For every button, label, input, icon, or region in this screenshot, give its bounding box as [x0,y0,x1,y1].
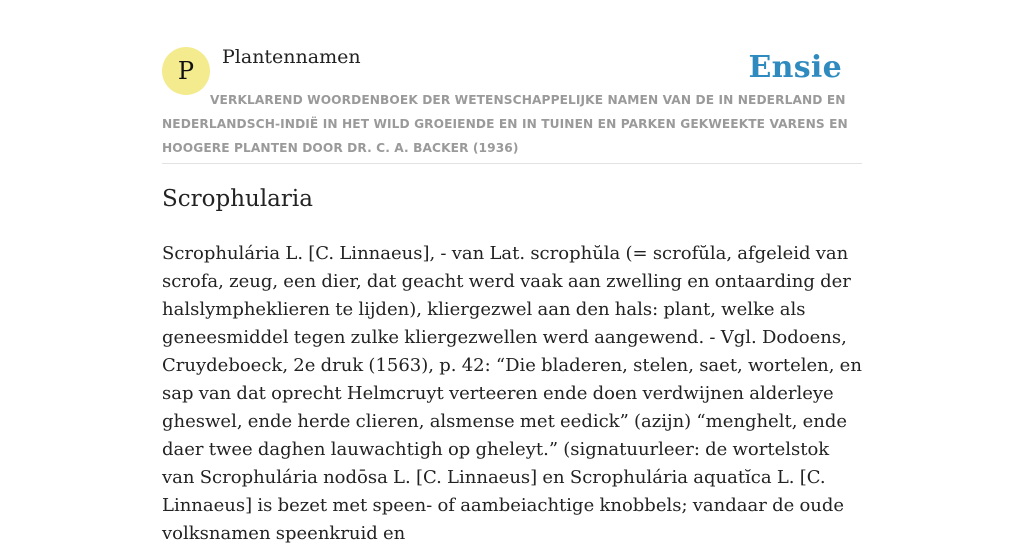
header [162,0,862,164]
brand-logo[interactable]: Ensie [748,50,842,85]
book-title[interactable]: Plantennamen [222,46,361,68]
page [162,0,862,544]
avatar[interactable]: P [162,47,210,95]
entry-body: Scrophulária L. [C. Linnaeus], - van Lat. scrophŭla (= scrofŭla, afgeleid van scrofa, zeug, een dier, dat geacht werd vaak aan zwelling en ontaarding der halslympheklieren te lijden), kliergezwel aan den hals: plant, welke als geneesmiddel tegen zulke kliergezwellen werd aangewend. - Vgl. Dodoens, Cruydeboeck, 2e druk (1563), p. 42: “Die bladeren, stelen, saet, wortelen, en sap van dat oprecht Helmcruyt verteeren ende doen verdwijnen alderleye gheswel, ende herde clieren, alsmense met eedick” (azijn) “menghelt, ende daer twee daghen lauwachtigh op gheleyt.” (signatuurleer: de wortelstok van Scrophulária nodōsa L. [C. Linnaeus] en Scrophulária aquatĭca L. [C. Linnaeus] is bezet met speen- of aambeiachtige knobbels; vandaar de oude volksnamen speenkruid en [162,243,862,544]
book-subtitle: VERKLAREND WOORDENBOEK DER WETENSCHAPPELIJKE NAMEN VAN DE IN NEDERLAND EN NEDERLANDSCH-INDIË IN HET WILD GROEIENDE EN IN TUINEN EN PARKEN GEKWEEKTE VARENS EN HOOGERE PLANTEN DOOR DR. C. A. BACKER (1936) [162,93,848,155]
entry-title: Scrophularia [162,186,313,212]
